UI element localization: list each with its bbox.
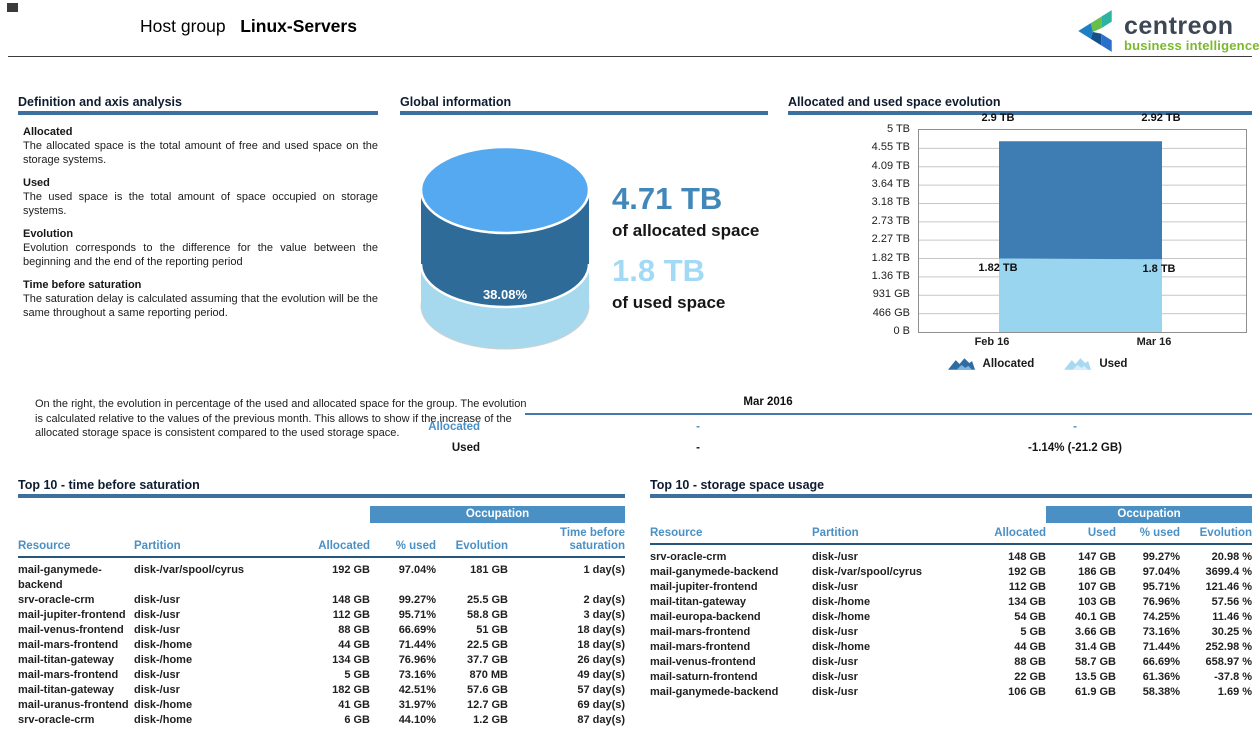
centreon-logo-icon	[1072, 8, 1118, 59]
y-tick: 5 TB	[886, 123, 910, 135]
table-row: mail-titan-gateway disk-/home 134 GB 103 GB 76.96% 57.56 %	[650, 596, 1253, 608]
row-label-allocated: Allocated	[428, 421, 480, 433]
col-header-resource: Resource	[18, 523, 134, 557]
legend-item-used	[1064, 357, 1127, 370]
table-row: mail-uranus-frontend disk-/home 41 GB 31.97% 12.7 GB 69 day(s)	[18, 699, 626, 711]
col-header-resource: Resource	[650, 523, 812, 544]
y-tick: 4.09 TB	[871, 159, 910, 172]
used-evolution-col1: -	[696, 442, 700, 454]
allocated-point-label: 2.9 TB	[981, 112, 1015, 124]
page-title-prefix: Host group	[140, 16, 226, 36]
centreon-logo	[1072, 8, 1260, 59]
table-row: mail-titan-gateway disk-/home 134 GB 76.96% 37.7 GB 26 day(s)	[18, 654, 626, 666]
evolution-note: On the right, the evolution in percentage of the used and allocated space for the group. The evolution is calculated relative to the values of the previous month. This allows to show if the increase of the allocated storage space is consistent compared to the used storage space.	[35, 398, 527, 439]
used-area-icon	[1064, 357, 1091, 370]
legend-item-allocated	[948, 357, 1035, 370]
occupation-band: Occupation	[370, 506, 625, 523]
page-title-hostgroup: Linux-Servers	[240, 16, 357, 36]
table-row: mail-mars-frontend disk-/usr 5 GB 3.66 GB 73.16% 30.25 %	[650, 626, 1253, 638]
col-header-allocated: Allocated	[266, 523, 370, 557]
occupation-band: Occupation	[1046, 506, 1252, 523]
header-divider	[8, 56, 1252, 57]
occupation-band-row	[18, 506, 625, 523]
table-row: mail-ganymede-backend disk-/var/spool/cyrus 192 GB 186 GB 97.04% 3699.4 %	[650, 566, 1253, 578]
table-row: srv-oracle-crm disk-/usr 148 GB 99.27% 25.5 GB 2 day(s)	[18, 594, 626, 606]
allocated-total-caption: of allocated space	[612, 221, 760, 240]
used-point-label: 1.8 TB	[1142, 263, 1176, 275]
table-row: mail-ganymede-backend disk-/usr 106 GB 61.9 GB 58.38% 1.69 %	[650, 686, 1253, 698]
definition-term: Used	[23, 177, 50, 189]
col-header-evolution: Evolution	[1180, 523, 1252, 544]
used-evolution-col2: -1.14% (-21.2 GB)	[1028, 442, 1122, 454]
col-header-allocated: Allocated	[960, 523, 1046, 544]
top-saturation-title: Top 10 - time before saturation	[18, 478, 200, 492]
used-point-label: 1.82 TB	[978, 262, 1018, 274]
global-info-title-bar	[400, 111, 768, 115]
allocated-evolution-col1: -	[696, 421, 700, 433]
table-row: mail-europa-backend disk-/home 54 GB 40.1 GB 74.25% 11.46 %	[650, 611, 1253, 623]
table-row: mail-titan-gateway disk-/usr 182 GB 42.51% 57.6 GB 57 day(s)	[18, 684, 626, 696]
definitions-section	[18, 95, 378, 329]
table-row: mail-mars-frontend disk-/home 44 GB 31.4 GB 71.44% 252.98 %	[650, 641, 1253, 653]
y-tick: 931 GB	[872, 288, 910, 301]
brand-tagline: business intelligence	[1124, 38, 1260, 53]
top-saturation-title-bar	[18, 494, 625, 498]
col-header-evolution: Evolution	[436, 523, 508, 557]
y-tick: 0 B	[893, 324, 910, 337]
y-tick: 1.82 TB	[871, 251, 910, 264]
col-header-time-before: Time before saturation	[508, 523, 625, 557]
page-corner-mark	[7, 3, 18, 12]
row-label-used: Used	[451, 442, 480, 454]
y-tick: 466 GB	[872, 306, 910, 319]
used-percent-label: 38.08%	[482, 287, 528, 302]
allocated-area-icon	[948, 357, 975, 370]
definition-term: Time before saturation	[23, 279, 142, 291]
definition-term: Allocated	[23, 126, 73, 138]
table-row: mail-venus-frontend disk-/usr 88 GB 58.7 GB 66.69% 658.97 %	[650, 656, 1253, 668]
table-row: mail-jupiter-frontend disk-/usr 112 GB 107 GB 95.71% 121.46 %	[650, 581, 1253, 593]
top-usage-table	[650, 506, 1252, 700]
top-usage-title: Top 10 - storage space usage	[650, 478, 825, 492]
col-header-used-pct: % used	[370, 523, 436, 557]
definition-text: The allocated space is the total amount of free and used space on the storage systems.	[23, 140, 378, 166]
month-divider	[525, 413, 1252, 415]
definitions-title: Definition and axis analysis	[18, 95, 182, 109]
storage-cylinder-chart	[420, 147, 590, 358]
y-tick: 2.73 TB	[871, 214, 910, 227]
definition-text: The used space is the total amount of space occupied on storage systems.	[23, 191, 378, 217]
allocated-point-label: 2.92 TB	[1141, 112, 1181, 124]
col-header-partition: Partition	[134, 523, 266, 557]
month-header: Mar 2016	[743, 396, 793, 408]
evolution-y-axis	[828, 123, 910, 337]
table-row: mail-jupiter-frontend disk-/usr 112 GB 95.71% 58.8 GB 3 day(s)	[18, 609, 626, 621]
col-header-used-pct: % used	[1116, 523, 1180, 544]
evolution-plot-area	[918, 129, 1247, 333]
legend-label: Allocated	[982, 357, 1035, 370]
global-info-section	[400, 95, 768, 115]
table-row: mail-venus-frontend disk-/usr 88 GB 66.69% 51 GB 18 day(s)	[18, 624, 626, 636]
x-tick-feb: Feb 16	[974, 336, 1010, 348]
col-header-partition: Partition	[812, 523, 960, 544]
y-tick: 3.18 TB	[871, 196, 910, 209]
definition-text: Evolution corresponds to the difference for the value between the beginning and the end of the reporting period	[23, 242, 378, 268]
column-header-row	[650, 523, 1252, 544]
x-tick-mar: Mar 16	[1136, 336, 1172, 348]
evolution-title: Allocated and used space evolution	[788, 95, 1001, 109]
definition-text: The saturation delay is calculated assuming that the evolution will be the same throughout a same reporting period.	[23, 293, 378, 319]
top-usage-section	[650, 478, 1252, 700]
top-saturation-section	[18, 478, 625, 728]
y-tick: 4.55 TB	[871, 141, 910, 154]
brand-name: centreon	[1124, 12, 1234, 40]
definition-term: Evolution	[23, 228, 74, 240]
y-tick: 1.36 TB	[871, 269, 910, 282]
occupation-band-row	[650, 506, 1252, 523]
evolution-legend	[830, 357, 1245, 370]
used-total-caption: of used space	[612, 293, 726, 312]
allocated-total-value: 4.71 TB	[612, 181, 723, 216]
table-row: mail-mars-frontend disk-/home 44 GB 71.44% 22.5 GB 18 day(s)	[18, 639, 626, 651]
col-header-used: Used	[1046, 523, 1116, 544]
legend-label: Used	[1099, 357, 1128, 370]
page-title	[140, 16, 357, 37]
table-row: srv-oracle-crm disk-/usr 148 GB 147 GB 99.27% 20.98 %	[650, 551, 1253, 563]
definitions-title-bar	[18, 111, 378, 115]
table-row: mail-ganymede-backend disk-/var/spool/cyrus 192 GB 97.04% 181 GB 1 day(s)	[18, 564, 626, 591]
table-row: mail-mars-frontend disk-/usr 5 GB 73.16% 870 MB 49 day(s)	[18, 669, 626, 681]
table-row: mail-saturn-frontend disk-/usr 22 GB 13.5 GB 61.36% -37.8 %	[650, 671, 1253, 683]
global-info-title: Global information	[400, 95, 512, 109]
allocated-evolution-col2: -	[1073, 421, 1077, 433]
used-total-value: 1.8 TB	[612, 253, 706, 288]
y-tick: 3.64 TB	[871, 178, 910, 191]
table-row: srv-oracle-crm disk-/home 6 GB 44.10% 1.2 GB 87 day(s)	[18, 714, 626, 726]
top-usage-title-bar	[650, 494, 1252, 498]
y-tick: 2.27 TB	[871, 233, 910, 246]
top-saturation-table	[18, 506, 625, 728]
column-header-row	[18, 523, 625, 557]
